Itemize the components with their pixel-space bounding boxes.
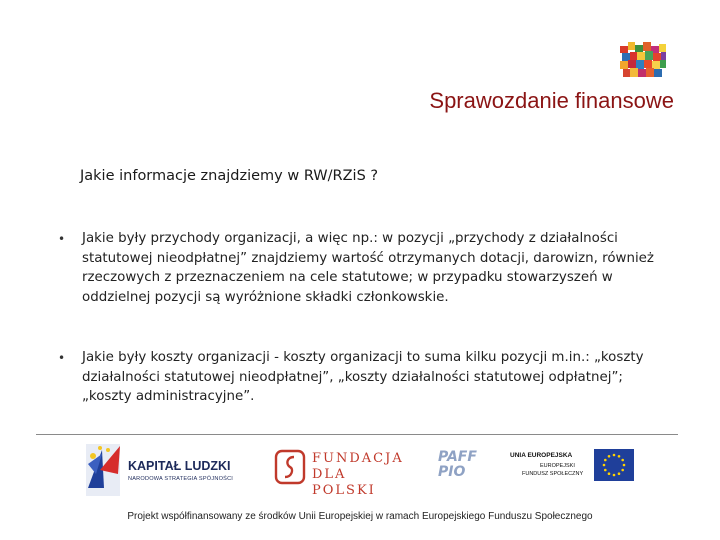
pafpio-logo xyxy=(438,450,488,488)
unia-europejska-logo xyxy=(510,449,634,485)
fundacja-dla-polski-logo xyxy=(274,449,414,498)
footer-divider xyxy=(36,434,678,435)
eu-fund-line1: EUROPEJSKI xyxy=(540,463,575,469)
fundacja-name: FUNDACJA xyxy=(312,451,404,466)
bullet-paragraph-costs xyxy=(82,348,672,407)
bullet-body: , a więc np.: w pozycji „przychody z działalności statutowej nieodpłatnej” znajdziemy wartość otrzymanych dotacji, darowizn, również rzeczowych z przeznaczeniem na cele statutowe; w przypadku stowarzyszeń w oddzielnej pozycji są wyróżnione składki członkowskie. xyxy=(82,231,654,305)
fundacja-emblem-icon xyxy=(274,449,306,485)
cofinancing-note: Projekt współfinansowany ze środków Unii Europejskiej w ramach Europejskiego Funduszu Społecznego xyxy=(127,511,593,522)
kapital-ludzki-emblem-icon xyxy=(82,440,124,498)
pafpio-line1: PAFF xyxy=(438,449,477,465)
eu-flag-icon xyxy=(594,449,634,481)
fundacja-subname: DLA POLSKI xyxy=(312,467,376,498)
bullet-marker: • xyxy=(58,232,66,246)
puzzle-mosaic-logo xyxy=(620,42,666,78)
bullet-body: - koszty organizacji to suma kilku pozycji m.in.: „koszty działalności statutowej nieodpłatnej”, „koszty działalności statutowej odpłatnej”; „koszty administracyjne”. xyxy=(82,350,644,404)
pafpio-line2: PIO xyxy=(438,464,466,480)
bullet-lead: Jakie były koszty organizacji xyxy=(82,350,270,365)
bullet-paragraph-revenue xyxy=(82,229,672,307)
kapital-ludzki-logo xyxy=(82,440,252,500)
bullet-lead: Jakie były przychody organizacji xyxy=(82,231,297,246)
bullet-marker: • xyxy=(58,351,66,365)
eu-fund-line2: FUNDUSZ SPOŁECZNY xyxy=(522,471,584,477)
eu-name: UNIA EUROPEJSKA xyxy=(510,452,573,459)
kapital-ludzki-name: KAPITAŁ LUDZKI xyxy=(128,459,231,473)
section-question: Jakie informacje znajdziemy w RW/RZiS ? xyxy=(80,168,379,184)
page-title: Sprawozdanie finansowe xyxy=(429,88,674,113)
kapital-ludzki-tagline: NARODOWA STRATEGIA SPÓJNOŚCI xyxy=(128,476,234,482)
